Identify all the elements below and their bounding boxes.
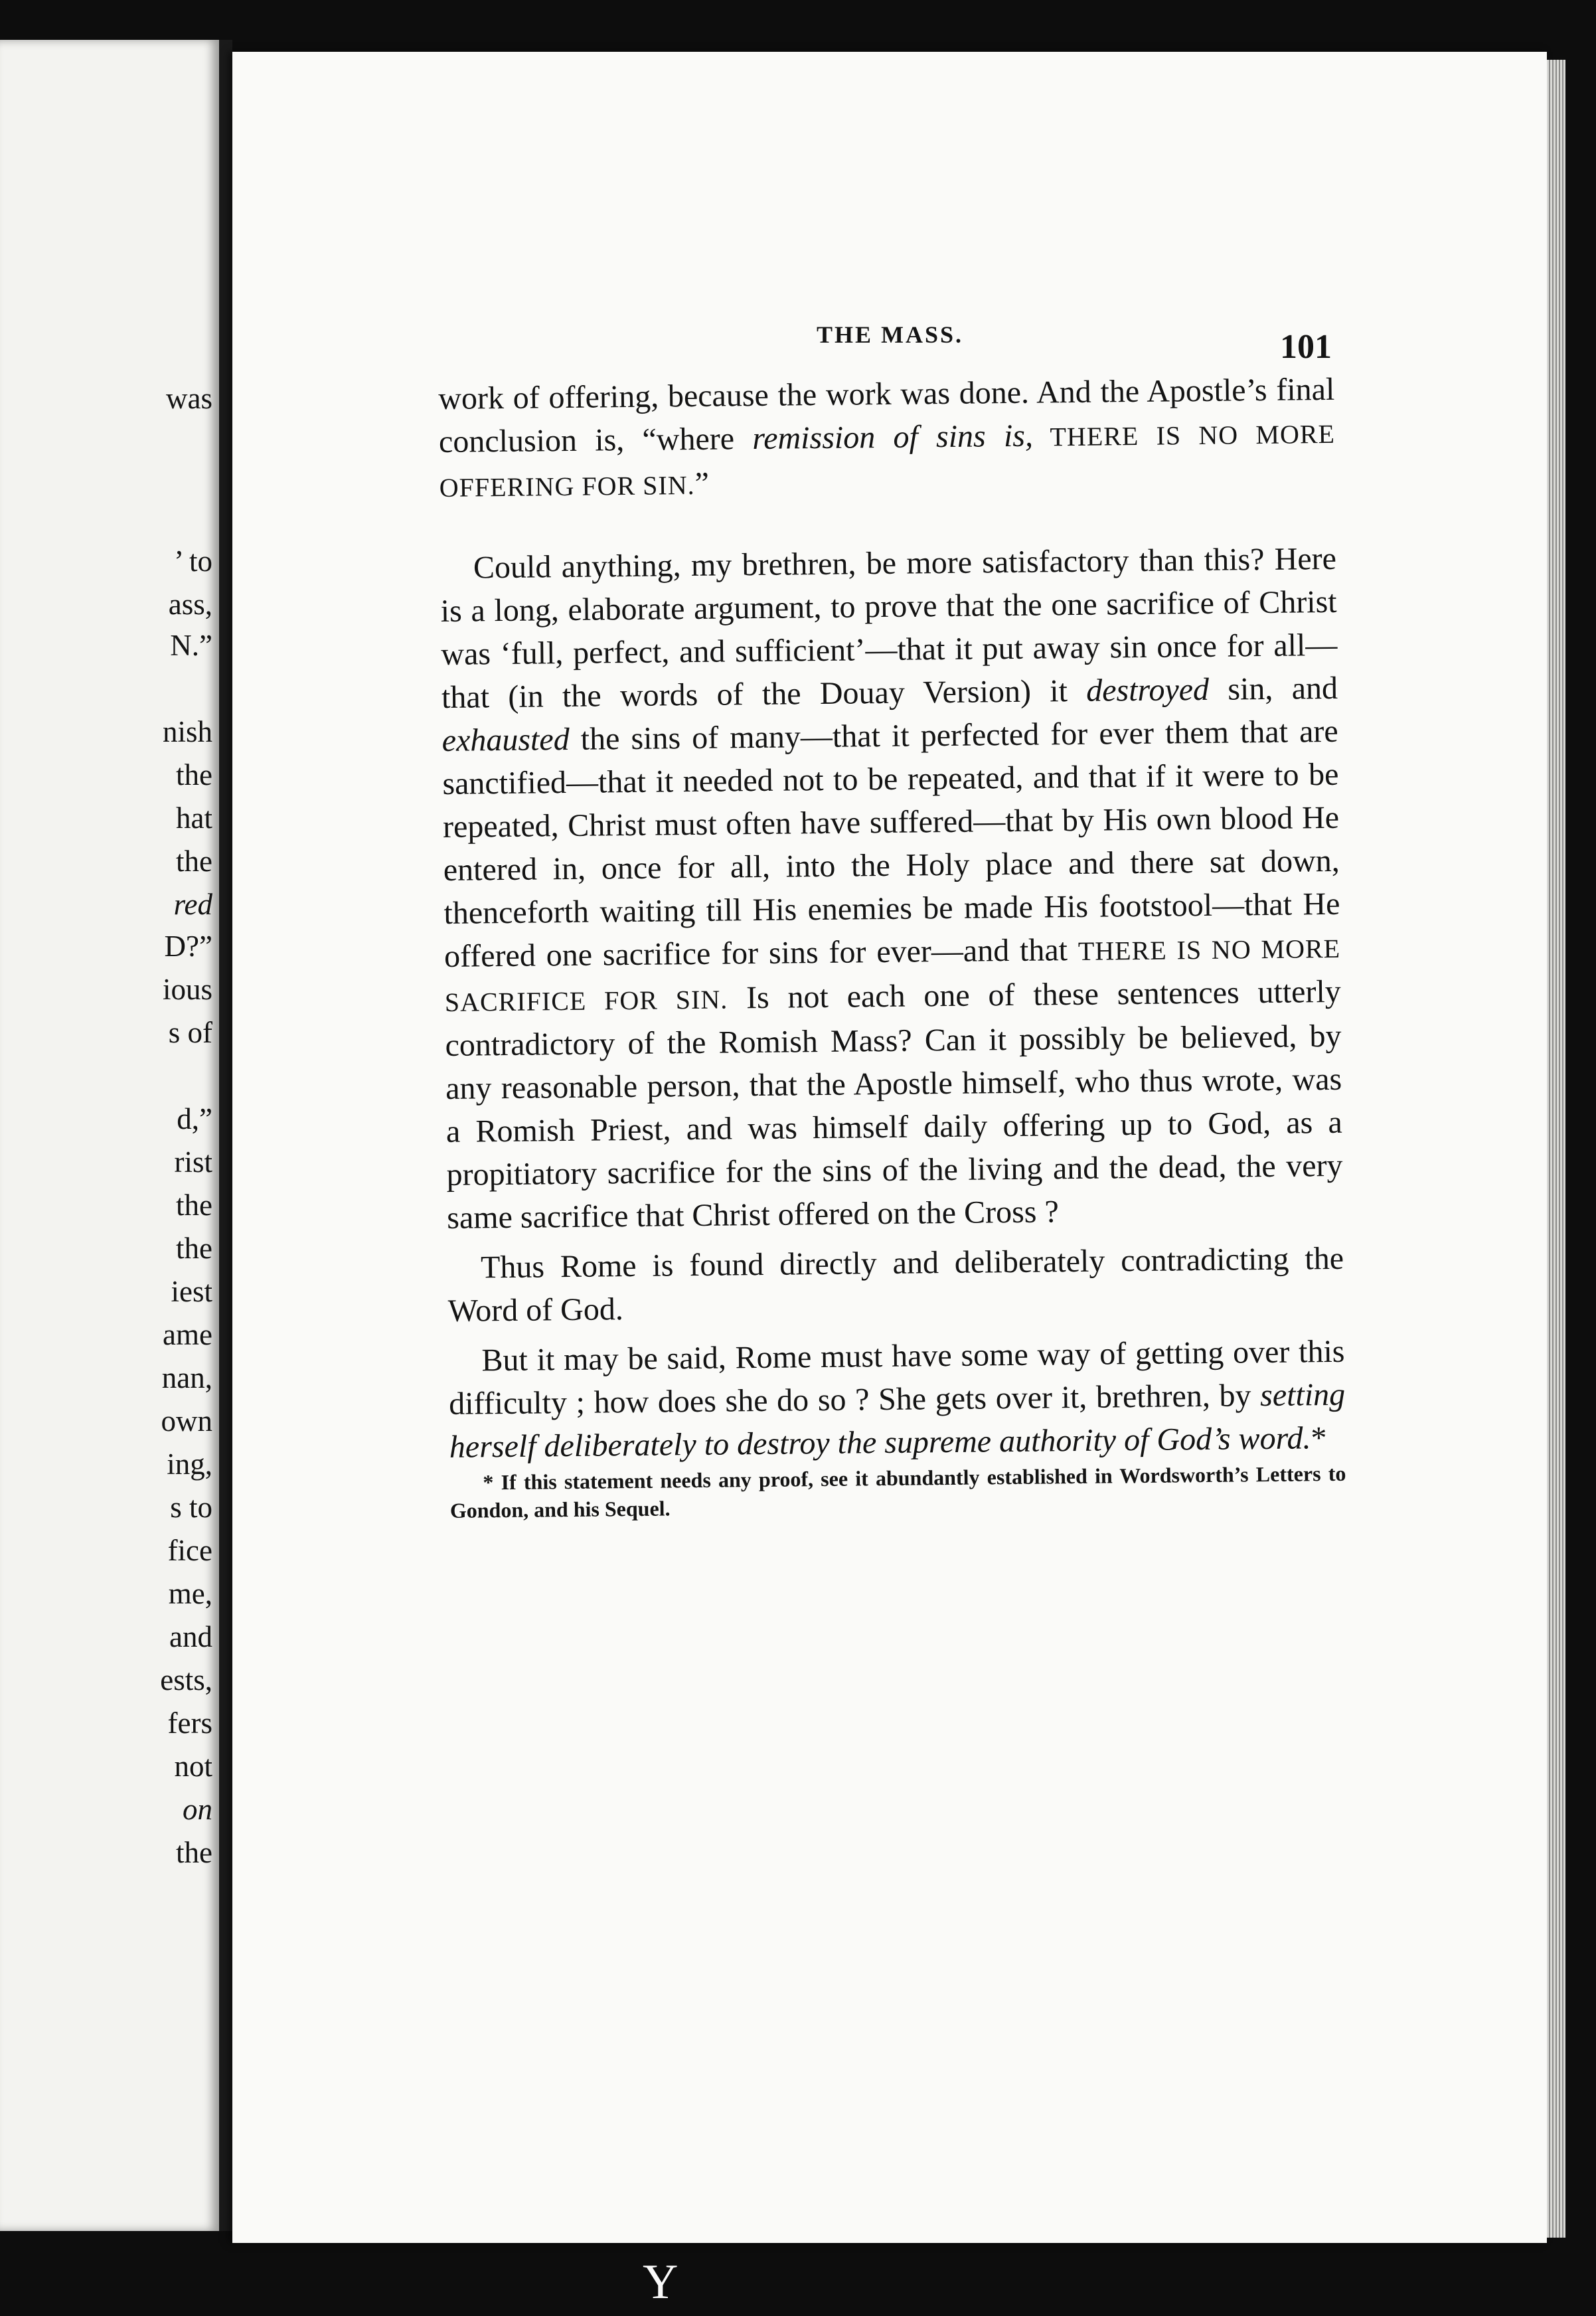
- opening-paragraph: [438, 368, 1336, 509]
- could-caps: THERE IS NO MORE SACRIFICE FOR SIN.: [444, 933, 1341, 1017]
- left-page-fragment: ame: [163, 1318, 212, 1351]
- left-page-fragment: the: [176, 1189, 212, 1222]
- paragraph-could-anything: [440, 537, 1344, 1240]
- left-page-fragment: D?”: [164, 930, 212, 963]
- left-page-fragment: ests,: [160, 1663, 212, 1696]
- left-page-fragment: s of: [168, 1016, 212, 1049]
- intro-emphasis: remission of sins is,: [752, 418, 1034, 457]
- could-text-4: Is not each one of these sentences utterly contradictory of the Romish Mass? Can it possibly be believed, by any reasonable person, that the Apostle himself, who thus wrote, was a Romish Priest, and was himself daily offering up to God, as a propitiatory sacrifice for the sins of the living and the dead, the very same sacrifice that Christ offered on the Cross ?: [445, 973, 1343, 1236]
- left-page-fragment: the: [176, 1232, 212, 1265]
- footnote: * If this statement needs any proof, see it abundantly established in Wordsworth’s Letters to Gondon, and his Sequel.: [449, 1461, 1346, 1523]
- but-text-1: But it may be said, Rome must have some way of getting over this difficulty ; how does she do so ? She gets over it, brethren, by: [448, 1333, 1345, 1422]
- book-gutter: [219, 40, 232, 2231]
- left-page: [0, 40, 219, 2231]
- intro-caps: THERE IS NO MORE OFFERING FOR SIN.: [439, 418, 1336, 503]
- left-page-fragment: on: [183, 1793, 212, 1826]
- page-body: [438, 368, 1346, 1525]
- could-italic-exhausted: exhausted: [441, 721, 570, 758]
- left-page-fragment: me,: [168, 1577, 212, 1610]
- left-page-fragment: rist: [174, 1145, 212, 1179]
- left-page-fragment: fice: [167, 1534, 212, 1567]
- could-italic-destroyed: destroyed: [1085, 671, 1210, 708]
- left-page-fragment: the: [176, 758, 212, 791]
- left-page-fragment: the: [176, 845, 212, 878]
- left-page-fragment: ass,: [168, 588, 212, 621]
- left-page-fragment: iest: [171, 1275, 212, 1308]
- left-page-fragment: ing,: [167, 1448, 212, 1481]
- but-footnote-marker: *: [1311, 1420, 1327, 1456]
- left-page-fragment: ’ to: [174, 544, 212, 578]
- paragraph-but-it-may: [448, 1330, 1346, 1469]
- left-page-fragment: fers: [167, 1706, 212, 1740]
- left-page-fragment: red: [173, 888, 212, 921]
- paragraph-thus-rome: Thus Rome is found directly and deliberately contradicting the Word of God.: [447, 1240, 1344, 1329]
- left-page-fragment: nish: [162, 715, 212, 748]
- left-page-fragment: nan,: [161, 1361, 212, 1394]
- page-edges: [1547, 60, 1565, 2238]
- bottom-mark: Y: [643, 2255, 678, 2309]
- but-italic: setting herself deliberately to destroy the supreme authority of God’s word.: [449, 1376, 1346, 1465]
- running-head: THE MASS.: [817, 321, 964, 348]
- left-page-fragment: not: [174, 1750, 212, 1783]
- left-page-fragment: was: [166, 382, 212, 415]
- could-text-3: the sins of many—that it perfected for ever them that are sanctified—that it needed not to be repeated, and that if it were to be repeated, Christ must often have suffered—that by His own blood He entered in, once for all, into the Holy place and there sat down, thenceforth waiting till His enemies be made His footstool—that He offered one sacrifice for sins for ever—and that: [442, 713, 1340, 974]
- left-page-fragment: own: [161, 1404, 212, 1438]
- left-page-fragment: s to: [170, 1491, 212, 1524]
- left-page-fragment: the: [176, 1836, 212, 1869]
- page-number: 101: [1280, 328, 1332, 366]
- left-page-fragment: ious: [162, 973, 212, 1006]
- intro-text: work of offering, because the work was done. And the Apostle’s final conclusion is, “where: [438, 371, 1335, 459]
- could-text-2: sin, and: [1208, 670, 1338, 707]
- left-page-fragment: hat: [176, 801, 212, 835]
- left-page-fragment: and: [169, 1620, 212, 1653]
- left-page-fragment: d,”: [177, 1102, 212, 1135]
- left-page-fragment: N.”: [170, 629, 212, 662]
- could-text-1: Could anything, my brethren, be more satisfactory than this? Here is a long, elaborate argument, to prove that the one sacrifice of Christ was ‘full, perfect, and sufficient’—that it put away sin once for all—that (in the words of the Douay Version) it: [440, 540, 1338, 715]
- intro-closing-quote: ”: [694, 465, 710, 501]
